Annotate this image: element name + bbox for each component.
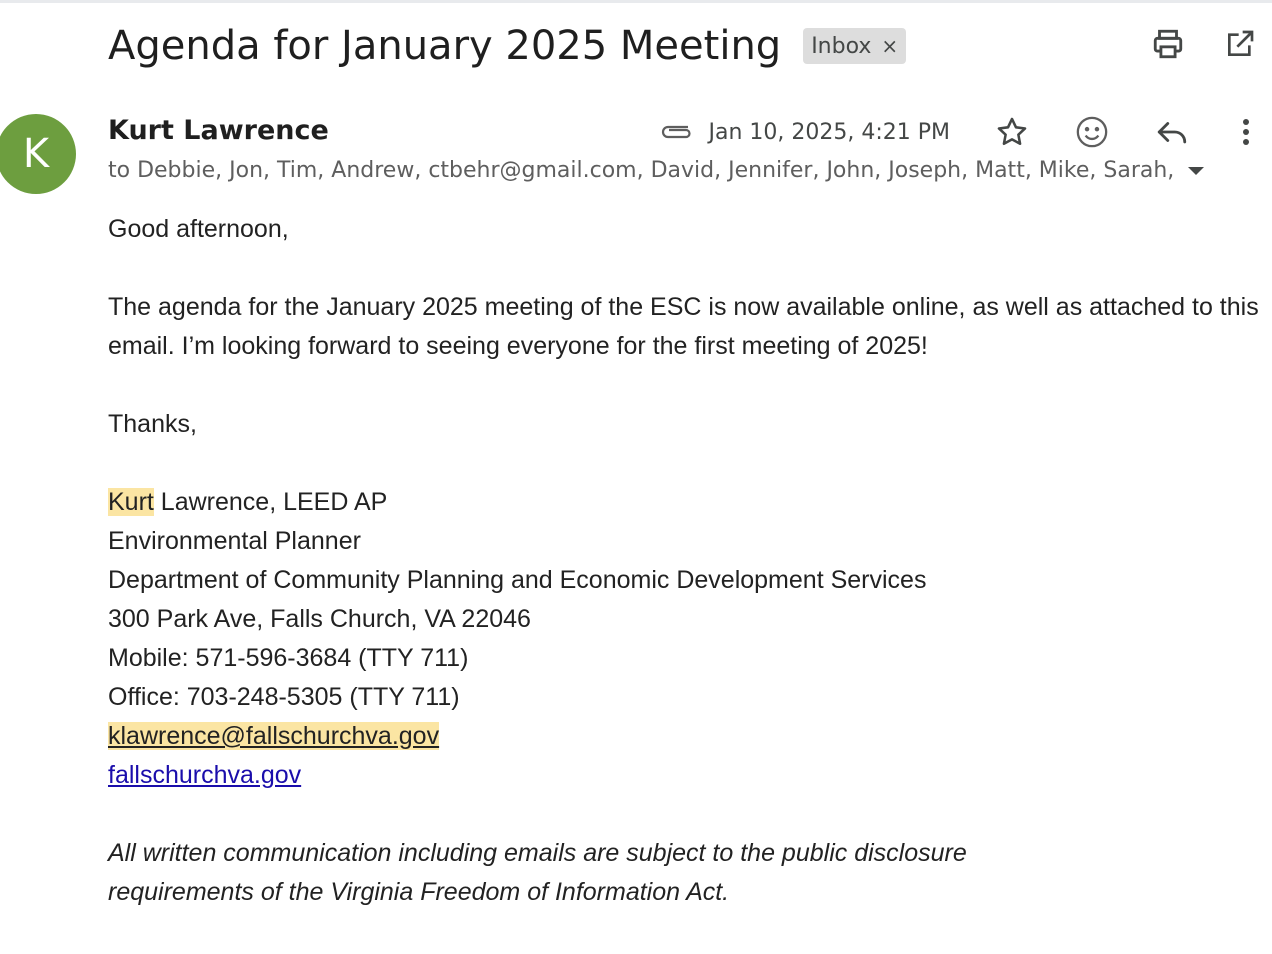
thread-actions	[1150, 26, 1258, 62]
more-vertical-icon	[1242, 118, 1250, 146]
signature-department: Department of Community Planning and Economic Development Services	[108, 566, 927, 594]
signature-first-name: Kurt	[108, 488, 154, 516]
body-paragraph: The agenda for the January 2025 meeting of the ESC is now available online, as well as attached to this email. I’m looking forward to seeing everyone for the first meeting of 2025!	[108, 293, 1259, 360]
signature-title: Environmental Planner	[108, 527, 361, 555]
star-icon	[995, 115, 1029, 149]
emoji-icon	[1075, 115, 1109, 149]
message-meta	[658, 114, 1258, 150]
greeting: Good afternoon,	[108, 215, 289, 243]
recipients-text: to Debbie, Jon, Tim, Andrew, ctbehr@gmail.com, David, Jennifer, John, Joseph, Matt, Mike, Sarah,	[108, 158, 1175, 183]
signature-website-line	[108, 756, 1268, 795]
signature-mobile: Mobile: 571-596-3684 (TTY 711)	[108, 644, 469, 672]
reply-icon	[1155, 115, 1189, 149]
label-text: Inbox	[811, 33, 872, 59]
subject-row	[108, 18, 906, 74]
top-divider	[0, 0, 1272, 3]
message-date: Jan 10, 2025, 4:21 PM	[708, 119, 950, 145]
signature-email-line	[108, 717, 1268, 756]
signature-name	[108, 483, 1268, 522]
print-icon	[1151, 27, 1185, 61]
paperclip-icon	[658, 120, 694, 144]
remove-label-button[interactable]: ×	[881, 34, 899, 58]
spacer	[108, 795, 1268, 834]
signature-address: 300 Park Ave, Falls Church, VA 22046	[108, 605, 531, 633]
email-subject: Agenda for January 2025 Meeting	[108, 23, 782, 69]
signature-website-link[interactable]: fallschurchva.gov	[108, 761, 302, 789]
signature-name-rest: Lawrence, LEED AP	[153, 488, 388, 516]
reply-button[interactable]	[1154, 114, 1190, 150]
disclaimer-line-2: requirements of the Virginia Freedom of Information Act.	[108, 878, 730, 906]
sender-avatar[interactable]: K	[0, 114, 76, 194]
print-button[interactable]	[1150, 26, 1186, 62]
spacer	[108, 366, 1268, 405]
email-body	[108, 210, 1268, 912]
sender-name[interactable]: Kurt Lawrence	[108, 115, 329, 146]
star-button[interactable]	[994, 114, 1030, 150]
add-reaction-button[interactable]	[1074, 114, 1110, 150]
signature-office: Office: 703-248-5305 (TTY 711)	[108, 683, 460, 711]
spacer	[108, 444, 1268, 483]
recipients-line	[108, 158, 1204, 183]
open-in-new-icon	[1224, 28, 1256, 60]
open-in-new-window-button[interactable]	[1222, 26, 1258, 62]
closing: Thanks,	[108, 410, 197, 438]
inbox-label-chip[interactable]	[803, 28, 906, 64]
more-options-button[interactable]	[1234, 114, 1258, 150]
chevron-down-icon[interactable]	[1188, 167, 1204, 175]
signature-email-link[interactable]: klawrence@fallschurchva.gov	[108, 722, 440, 750]
disclaimer-line-1: All written communication including emails are subject to the public disclosure	[108, 839, 967, 867]
spacer	[108, 249, 1268, 288]
